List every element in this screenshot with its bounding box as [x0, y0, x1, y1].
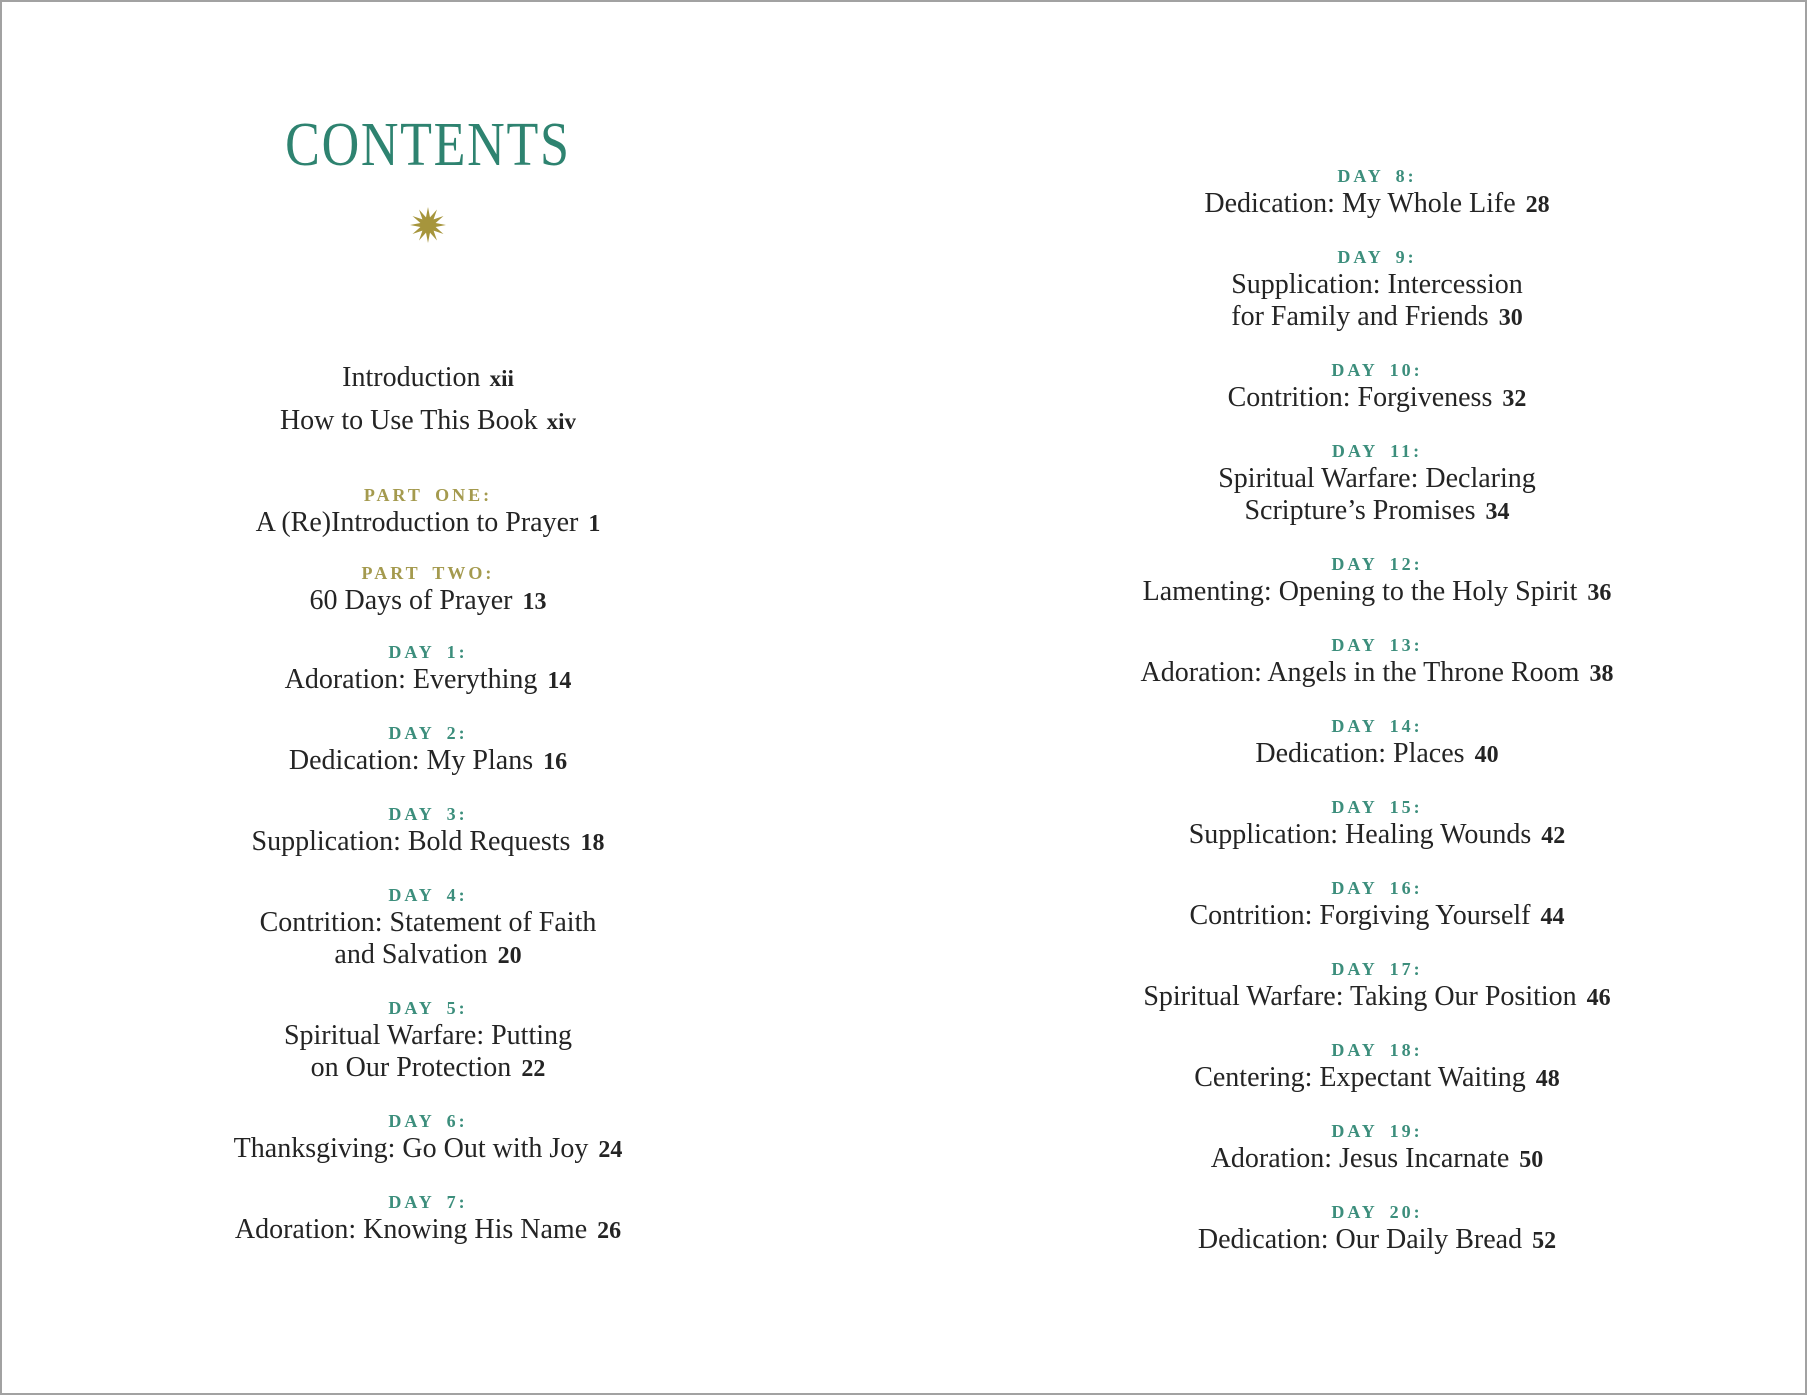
- entry-title: Spiritual Warfare: Declaring: [1218, 463, 1536, 494]
- entry-title-line: [1141, 739, 1614, 770]
- entry-page-number: 52: [1532, 1228, 1557, 1254]
- toc-entry-day-10: [1141, 359, 1614, 414]
- entry-title: Contrition: Forgiving Yourself: [1189, 900, 1531, 931]
- entry-title-line: [256, 586, 601, 617]
- day-label: DAY 17:: [1331, 959, 1423, 979]
- entry-title-line: [234, 1215, 623, 1246]
- page-title-text: CONTENTS: [285, 111, 571, 179]
- entry-title-line: [234, 665, 623, 696]
- entry-title: Adoration: Knowing His Name: [234, 1214, 588, 1245]
- entry-title: Thanksgiving: Go Out with Joy: [233, 1133, 589, 1164]
- days-section-right: [1141, 165, 1614, 1282]
- entry-page-number: 32: [1502, 386, 1527, 412]
- entry-title-line: [1141, 383, 1614, 414]
- entry-title-line: [1141, 189, 1614, 220]
- toc-entry-day-20: [1141, 1201, 1614, 1256]
- toc-entry-part-one: [256, 484, 601, 539]
- day-label: DAY 3:: [388, 804, 468, 824]
- entry-title: A (Re)Introduction to Prayer: [255, 507, 579, 538]
- day-label: DAY 1:: [388, 642, 468, 662]
- toc-entry-day-15: [1141, 796, 1614, 851]
- entry-page-number: 42: [1541, 823, 1566, 849]
- entry-page-number: 48: [1535, 1066, 1560, 1092]
- toc-entry-day-6: [234, 1110, 623, 1165]
- toc-entry-day-17: [1141, 958, 1614, 1013]
- entry-title: Contrition: Forgiveness: [1227, 382, 1493, 413]
- day-label: DAY 19:: [1331, 1121, 1423, 1141]
- entry-title-line: [1141, 464, 1614, 494]
- toc-entry-day-14: [1141, 715, 1614, 770]
- day-label: DAY 2:: [388, 723, 468, 743]
- toc-entry-day-13: [1141, 634, 1614, 689]
- entry-title-line: [256, 508, 601, 539]
- entry-title-line: [1141, 658, 1614, 689]
- entry-title: for Family and Friends: [1231, 301, 1489, 332]
- entry-title: 60 Days of Prayer: [309, 585, 513, 616]
- entry-page-number: 18: [580, 830, 605, 856]
- entry-page-number: 44: [1540, 904, 1565, 930]
- entry-page-number: 20: [497, 943, 522, 969]
- day-label: DAY 9:: [1337, 247, 1417, 267]
- entry-page-number: xiv: [546, 409, 577, 434]
- entry-page-number: 40: [1474, 742, 1499, 768]
- entry-title-line: [1141, 901, 1614, 932]
- day-label: DAY 10:: [1331, 360, 1423, 380]
- entry-title: and Salvation: [334, 939, 488, 970]
- toc-entry-day-11: [1141, 440, 1614, 527]
- entry-title-line-2: [234, 940, 623, 971]
- entry-page-number: 24: [598, 1137, 623, 1163]
- toc-entry-day-4: [234, 884, 623, 971]
- entry-title: Contrition: Statement of Faith: [259, 907, 597, 938]
- entry-title: Introduction: [342, 362, 481, 393]
- entry-title: on Our Protection: [310, 1052, 512, 1083]
- day-label: DAY 5:: [388, 998, 468, 1018]
- entry-page-number: xii: [489, 366, 514, 391]
- entry-page-number: 28: [1525, 192, 1550, 218]
- toc-entry-day-9: [1141, 246, 1614, 333]
- entry-page-number: 38: [1589, 661, 1614, 687]
- days-section-left: [234, 641, 623, 1272]
- entry-title: Dedication: My Plans: [288, 745, 534, 776]
- toc-entry-day-2: [234, 722, 623, 777]
- part-label: PART ONE:: [363, 485, 493, 505]
- toc-entry-day-5: [234, 997, 623, 1084]
- day-label: DAY 20:: [1331, 1202, 1423, 1222]
- entry-title-line: [1141, 820, 1614, 851]
- toc-entry-day-12: [1141, 553, 1614, 608]
- entry-title-line-2: [1141, 302, 1614, 333]
- entry-page-number: 30: [1498, 305, 1523, 331]
- entry-page-number: 1: [588, 511, 601, 537]
- entry-title: Adoration: Jesus Incarnate: [1210, 1143, 1510, 1174]
- entry-title-line: [234, 827, 623, 858]
- entry-title: Supplication: Intercession: [1231, 269, 1523, 300]
- entry-title: How to Use This Book: [279, 405, 538, 436]
- entry-title: Supplication: Bold Requests: [251, 826, 571, 857]
- entry-title-line-2: [234, 1053, 623, 1084]
- entry-page-number: 36: [1587, 580, 1612, 606]
- entry-title: Centering: Expectant Waiting: [1194, 1062, 1526, 1093]
- entry-title: Dedication: Places: [1255, 738, 1465, 769]
- day-label: DAY 6:: [388, 1111, 468, 1131]
- page-title: [258, 111, 598, 179]
- day-label: DAY 8:: [1337, 166, 1417, 186]
- day-label: DAY 14:: [1331, 716, 1423, 736]
- entry-title-line: [234, 908, 623, 938]
- entry-title: Dedication: My Whole Life: [1204, 188, 1516, 219]
- toc-entry-day-19: [1141, 1120, 1614, 1175]
- entry-page-number: 46: [1586, 985, 1611, 1011]
- front-matter-section: [280, 357, 576, 443]
- day-label: DAY 18:: [1331, 1040, 1423, 1060]
- toc-entry-day-7: [234, 1191, 623, 1246]
- part-label: PART TWO:: [361, 563, 495, 583]
- parts-section: [256, 484, 601, 640]
- day-label: DAY 12:: [1331, 554, 1423, 574]
- entry-title: Spiritual Warfare: Taking Our Position: [1143, 981, 1577, 1012]
- entry-title-line: [1141, 577, 1614, 608]
- entry-page-number: 14: [547, 668, 572, 694]
- day-label: DAY 15:: [1331, 797, 1423, 817]
- entry-page-number: 50: [1519, 1147, 1544, 1173]
- entry-title: Lamenting: Opening to the Holy Spirit: [1142, 576, 1578, 607]
- toc-entry-day-8: [1141, 165, 1614, 220]
- day-label: DAY 16:: [1331, 878, 1423, 898]
- entry-title: Scripture’s Promises: [1244, 495, 1476, 526]
- day-label: DAY 11:: [1331, 441, 1423, 461]
- toc-entry-how-to-use: [280, 400, 576, 443]
- entry-title-line: [1141, 1063, 1614, 1094]
- entry-title-line: [1141, 982, 1614, 1013]
- entry-title: Spiritual Warfare: Putting: [283, 1020, 573, 1051]
- entry-page-number: 34: [1485, 499, 1510, 525]
- day-label: DAY 4:: [388, 885, 468, 905]
- entry-page-number: 26: [597, 1218, 622, 1244]
- entry-title-line: [1141, 1144, 1614, 1175]
- toc-entry-day-1: [234, 641, 623, 696]
- toc-entry-introduction: [280, 357, 576, 400]
- entry-title: Adoration: Everything: [284, 664, 538, 695]
- entry-title: Dedication: Our Daily Bread: [1197, 1224, 1523, 1255]
- entry-page-number: 22: [521, 1056, 546, 1082]
- entry-title-line: [234, 1021, 623, 1051]
- toc-entry-part-two: [256, 562, 601, 617]
- starburst-icon: [409, 206, 447, 246]
- entry-title-line-2: [1141, 496, 1614, 527]
- toc-right-column: [1097, 2, 1657, 1282]
- toc-entry-day-16: [1141, 877, 1614, 932]
- day-label: DAY 7:: [388, 1192, 468, 1212]
- entry-title-line: [234, 746, 623, 777]
- entry-title-line: [1141, 1225, 1614, 1256]
- entry-title: Adoration: Angels in the Throne Room: [1140, 657, 1580, 688]
- entry-page-number: 16: [543, 749, 568, 775]
- day-label: DAY 13:: [1331, 635, 1423, 655]
- toc-entry-day-18: [1141, 1039, 1614, 1094]
- entry-page-number: 13: [522, 589, 547, 615]
- entry-title-line: [1141, 270, 1614, 300]
- entry-title-line: [234, 1134, 623, 1165]
- toc-left-column: [148, 2, 708, 1272]
- entry-title: Supplication: Healing Wounds: [1188, 819, 1532, 850]
- toc-entry-day-3: [234, 803, 623, 858]
